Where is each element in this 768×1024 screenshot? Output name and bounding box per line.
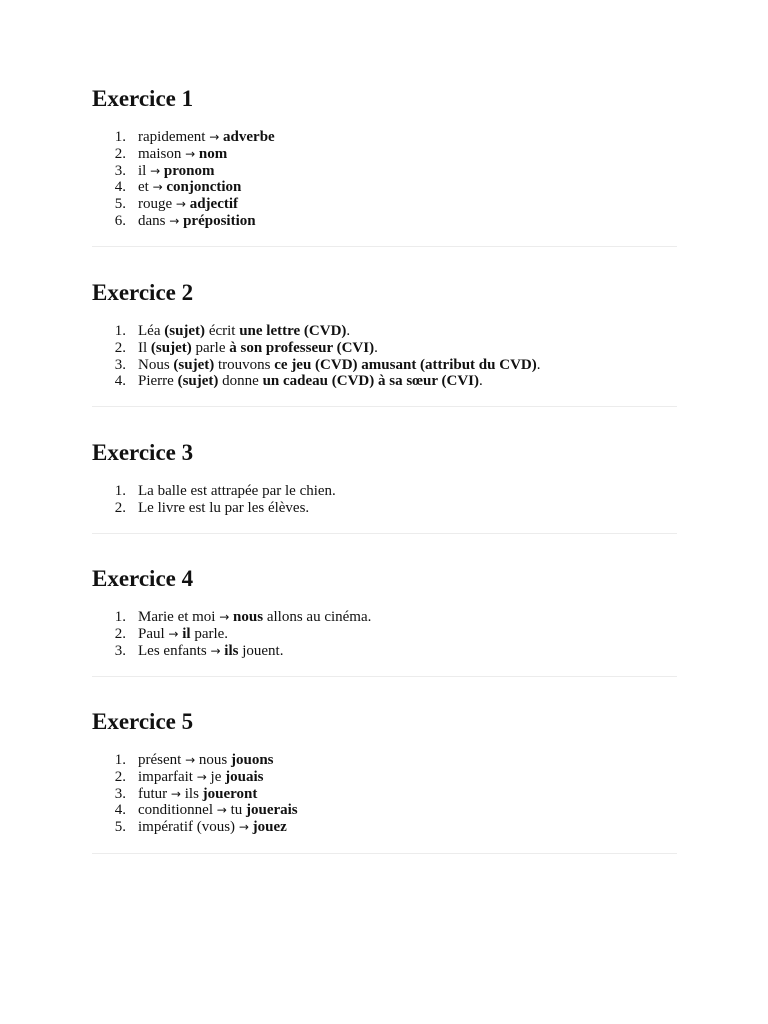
exercise-2-list xyxy=(92,323,677,390)
answer-text: jouez xyxy=(252,819,287,836)
list-item xyxy=(92,626,677,643)
item-segment: Marie et moi xyxy=(138,609,220,625)
item-segment: Nous xyxy=(138,356,174,373)
item-text xyxy=(138,163,214,180)
exercise-3-section xyxy=(92,440,677,534)
item-segment: Il xyxy=(138,339,151,356)
list-item xyxy=(92,483,677,500)
answer-text: ce jeu (CVD) amusant (attribut du CVD) xyxy=(274,356,537,373)
exercise-1-heading: Exercice 1 xyxy=(92,86,194,111)
list-item xyxy=(92,146,677,163)
answer-text: pronom xyxy=(163,162,215,179)
item-segment: maison xyxy=(138,145,186,162)
item-text xyxy=(138,357,540,374)
list-item xyxy=(92,609,677,626)
item-segment: écrit xyxy=(205,323,240,339)
item-segment: Pierre xyxy=(138,373,178,390)
item-number: 2. xyxy=(114,499,126,516)
answer-text: conjonction xyxy=(166,179,242,196)
exercise-2-heading: Exercice 2 xyxy=(92,280,194,305)
item-segment: Le livre est lu par les élèves. xyxy=(138,499,310,516)
answer-text: une lettre (CVD) xyxy=(239,323,347,339)
item-segment: impératif (vous) xyxy=(138,819,239,836)
arrow-icon: → xyxy=(210,643,221,658)
item-segment: rapidement xyxy=(138,129,210,145)
exercise-4-section xyxy=(92,566,677,677)
item-text xyxy=(138,213,256,230)
arrow-icon: → xyxy=(185,753,196,767)
item-text xyxy=(138,500,309,517)
item-segment: futur xyxy=(138,785,171,802)
arrow-icon: → xyxy=(196,769,207,784)
answer-text: (sujet) xyxy=(150,339,192,356)
list-item xyxy=(92,196,677,213)
item-segment: allons au cinéma. xyxy=(263,609,372,625)
list-item xyxy=(92,129,677,146)
item-number: 1. xyxy=(114,129,126,145)
item-number: 3. xyxy=(114,642,126,659)
arrow-icon: → xyxy=(152,180,163,195)
list-item xyxy=(92,373,677,390)
list-item xyxy=(92,500,677,517)
item-number: 1. xyxy=(114,609,126,625)
item-segment: trouvons xyxy=(214,356,275,373)
item-text xyxy=(138,643,283,660)
item-number: 2. xyxy=(114,768,126,785)
arrow-icon: → xyxy=(209,130,220,144)
answer-text: nom xyxy=(198,145,228,162)
item-text xyxy=(138,323,350,340)
list-item xyxy=(92,752,677,769)
item-segment: parle. xyxy=(190,625,229,642)
item-text xyxy=(138,483,336,500)
arrow-icon: → xyxy=(170,786,181,801)
answer-text: ils xyxy=(224,642,239,659)
item-text xyxy=(138,626,228,643)
item-number: 4. xyxy=(114,373,126,390)
answer-text: (sujet) xyxy=(173,356,215,373)
exercise-4-heading: Exercice 4 xyxy=(92,566,194,591)
item-segment: ils xyxy=(180,785,203,802)
answer-text: jouons xyxy=(230,752,274,768)
item-segment: . xyxy=(536,356,541,373)
item-segment: Les enfants xyxy=(138,642,211,659)
item-text xyxy=(138,609,371,626)
item-number: 3. xyxy=(114,162,126,179)
item-number: 6. xyxy=(114,212,126,229)
item-number: 3. xyxy=(114,356,126,373)
exercise-1-section xyxy=(92,86,677,247)
item-number: 3. xyxy=(114,785,126,802)
item-text xyxy=(138,373,483,390)
item-segment: rouge xyxy=(138,196,176,213)
answer-text: adjectif xyxy=(189,196,239,213)
item-text xyxy=(138,340,378,357)
item-text xyxy=(138,146,227,163)
item-segment: conditionnel xyxy=(138,802,217,819)
item-segment: La balle est attrapée par le chien. xyxy=(138,483,336,499)
arrow-icon: → xyxy=(219,610,230,624)
list-item xyxy=(92,769,677,786)
item-segment: dans xyxy=(138,212,170,229)
item-text xyxy=(138,802,298,819)
answer-text: préposition xyxy=(183,212,256,229)
exercise-4-list xyxy=(92,609,677,659)
exercise-2-section xyxy=(92,280,677,407)
exercise-3-heading: Exercice 3 xyxy=(92,440,194,465)
answer-text: il xyxy=(182,625,191,642)
item-segment: imparfait xyxy=(138,768,197,785)
list-item xyxy=(92,786,677,803)
item-number: 2. xyxy=(114,339,126,356)
item-segment: je xyxy=(206,768,226,785)
list-item xyxy=(92,163,677,180)
list-item xyxy=(92,643,677,660)
item-segment: Léa xyxy=(138,323,165,339)
arrow-icon: → xyxy=(169,213,180,228)
arrow-icon: → xyxy=(185,146,196,161)
item-segment: parle xyxy=(191,339,230,356)
item-number: 5. xyxy=(114,196,126,213)
arrow-icon: → xyxy=(150,163,161,178)
list-item xyxy=(92,357,677,374)
answer-text: jouais xyxy=(225,768,264,785)
item-segment: nous xyxy=(195,752,231,768)
item-number: 1. xyxy=(114,752,126,768)
arrow-icon: → xyxy=(216,803,227,818)
list-item xyxy=(92,323,677,340)
item-segment: tu xyxy=(226,802,246,819)
arrow-icon: → xyxy=(238,820,249,835)
item-number: 4. xyxy=(114,802,126,819)
item-text xyxy=(138,786,257,803)
arrow-icon: → xyxy=(175,197,186,212)
answer-text: (sujet) xyxy=(164,323,206,339)
exercise-5-list xyxy=(92,752,677,836)
answer-text: à son professeur (CVI) xyxy=(229,339,375,356)
answer-text: nous xyxy=(233,609,264,625)
item-number: 5. xyxy=(114,819,126,836)
item-text xyxy=(138,129,275,146)
item-text xyxy=(138,819,287,836)
exercise-3-list xyxy=(92,483,677,517)
item-segment: . xyxy=(346,323,351,339)
item-text xyxy=(138,179,241,196)
list-item xyxy=(92,179,677,196)
item-number: 1. xyxy=(114,323,126,339)
answer-text: adverbe xyxy=(223,129,275,145)
item-segment: présent xyxy=(138,752,186,768)
answer-text: jouerais xyxy=(245,802,298,819)
answer-text: (sujet) xyxy=(177,373,219,390)
list-item xyxy=(92,213,677,230)
item-number: 2. xyxy=(114,145,126,162)
item-segment: . xyxy=(374,339,378,356)
list-item xyxy=(92,340,677,357)
item-number: 2. xyxy=(114,625,126,642)
item-segment: Paul xyxy=(138,625,169,642)
item-segment: . xyxy=(478,373,483,390)
item-segment: jouent. xyxy=(238,642,284,659)
item-text xyxy=(138,769,263,786)
list-item xyxy=(92,819,677,836)
item-segment: et xyxy=(138,179,153,196)
answer-text: un cadeau (CVD) à sa sœur (CVI) xyxy=(262,373,479,390)
item-text xyxy=(138,196,238,213)
list-item xyxy=(92,802,677,819)
exercise-5-heading: Exercice 5 xyxy=(92,709,194,734)
exercise-5-section xyxy=(92,709,677,854)
item-segment: il xyxy=(138,162,151,179)
arrow-icon: → xyxy=(168,626,179,641)
item-number: 1. xyxy=(114,483,126,499)
answer-text: joueront xyxy=(202,785,258,802)
item-number: 4. xyxy=(114,179,126,196)
item-text xyxy=(138,752,274,769)
item-segment: donne xyxy=(218,373,263,390)
exercise-1-list xyxy=(92,129,677,230)
